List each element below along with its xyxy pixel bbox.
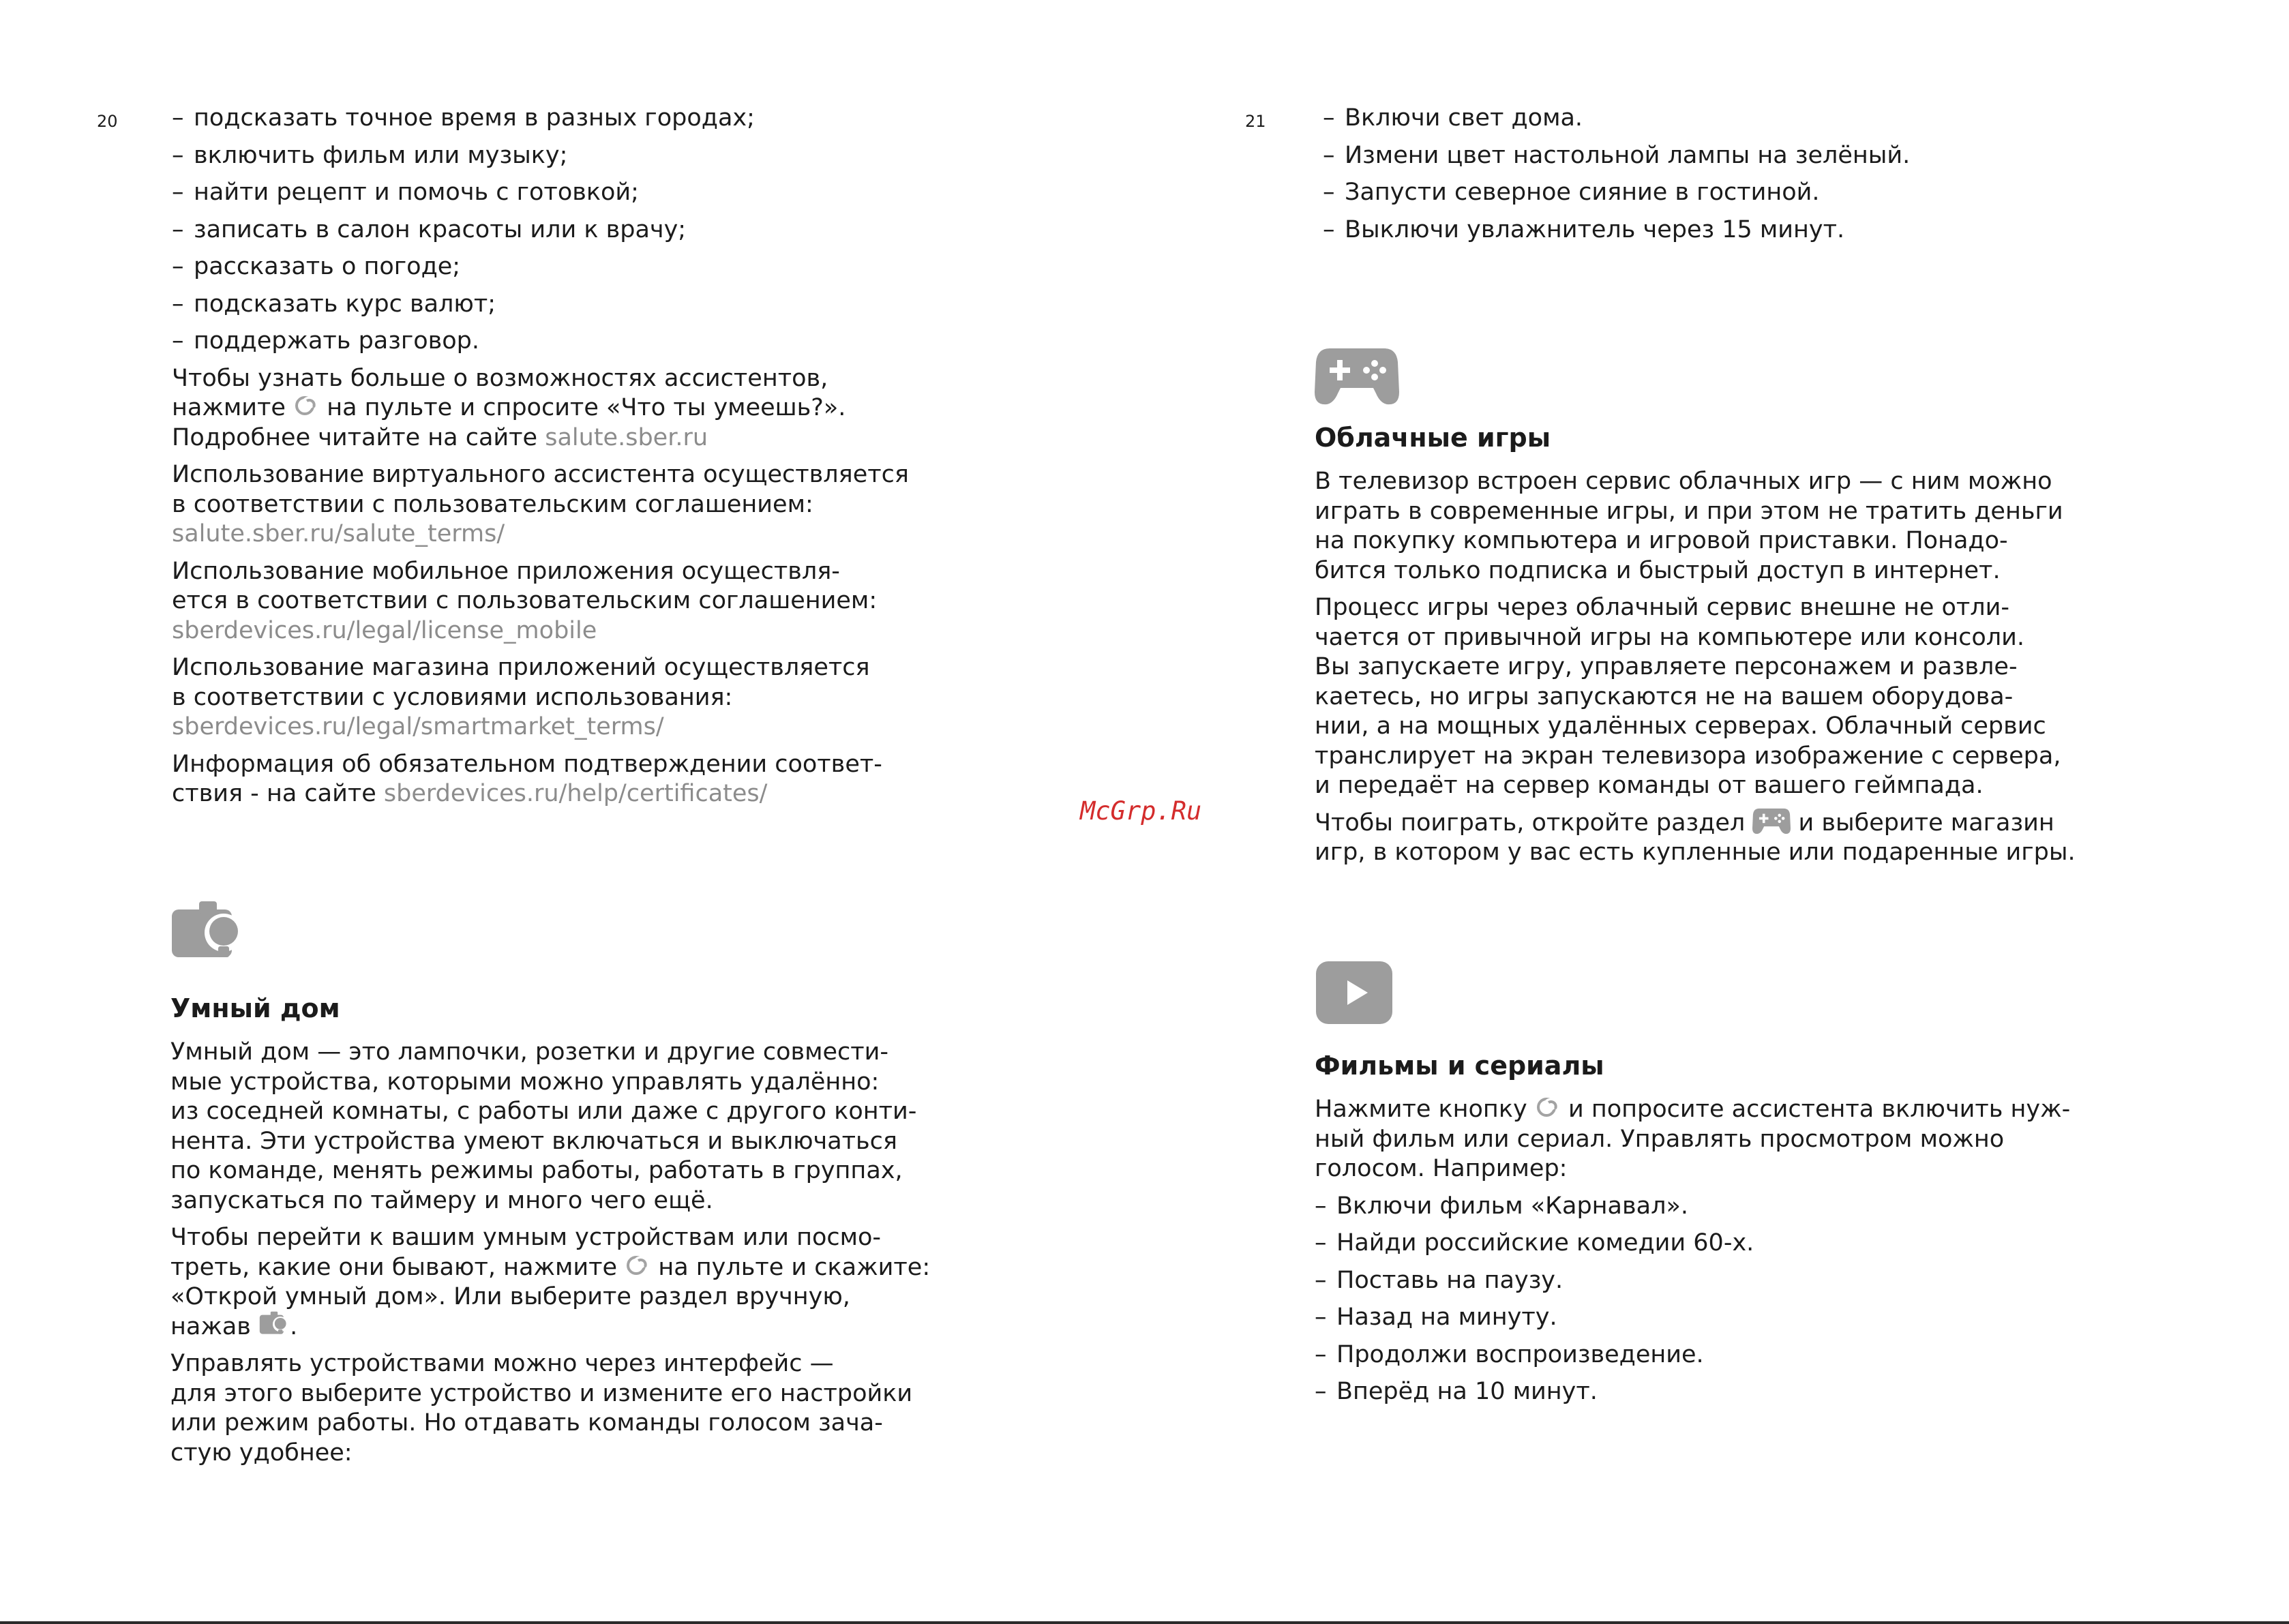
movies-section — [1315, 960, 2167, 1415]
smart-home-icon — [170, 900, 245, 968]
page-bottom-border — [0, 1621, 2289, 1624]
list-item: – подсказать точное время в разных городах; — [172, 104, 755, 132]
cloud-games-p3: Чтобы поиграть, откройте раздел и выберите магазин игр, в котором у вас есть купленные или подаренные игры. — [1315, 809, 2167, 868]
gamepad-icon — [1752, 807, 1791, 835]
assistant-icon — [293, 394, 319, 417]
smart-home-icon — [258, 1311, 290, 1338]
salute-terms-link[interactable]: salute.sber.ru/salute_terms/ — [172, 520, 505, 547]
list-item: – подсказать курс валют; — [172, 290, 496, 318]
cloud-games-section — [1315, 344, 2167, 875]
cloud-games-p1: В телевизор встроен сервис облачных игр — с ним можно играть в современные игры, и при этом не тратить деньги на покупку компьютера и игровой приставки. Понадо- бится только подписка и быстрый доступ в интернет. — [1315, 468, 2063, 584]
list-item: – Измени цвет настольной лампы на зелёный. — [1323, 141, 1911, 169]
left-column — [172, 104, 956, 817]
watermark: McGrp.Ru — [1080, 796, 1202, 826]
list-item: – включить фильм или музыку; — [172, 141, 568, 169]
license-mobile-link[interactable]: sberdevices.ru/legal/license_mobile — [172, 616, 597, 644]
play-icon — [1315, 960, 1394, 1025]
list-item: – Включи фильм «Карнавал». — [1315, 1192, 1688, 1220]
list-item: – Назад на минуту. — [1315, 1304, 1557, 1331]
smart-home-p2: Чтобы перейти к вашим умным устройствам или посмо- треть, какие они бывают, нажмите на пульте и скажите: «Открой умный дом». Или выберите раздел вручную, нажав . — [170, 1224, 931, 1340]
movies-p1: Нажмите кнопку и попросите ассистента включить нуж- ный фильм или сериал. Управлять просмотром можно голосом. Например: — [1315, 1096, 2071, 1182]
store-terms: Использование магазина приложений осуществляется в соответствии с условиями использования: sberdevices.ru/legal/smartmarket_terms/ — [172, 653, 956, 742]
movies-examples-list — [1315, 1192, 2167, 1415]
list-item: – рассказать о погоде; — [172, 253, 461, 280]
list-item: – Включи свет дома. — [1323, 104, 1583, 132]
assistant-terms: Использование виртуального ассистента осуществляется в соответствии с пользовательским соглашением: salute.sber.ru/salute_terms/ — [172, 460, 956, 550]
mobile-terms: Использование мобильное приложения осуществля- ется в соответствии с пользовательским соглашением: sberdevices.ru/legal/license_mobile — [172, 557, 956, 646]
list-item: – Выключи увлажнитель через 15 минут. — [1323, 215, 1845, 243]
list-item: – Запусти северное сияние в гостиной. — [1323, 179, 1820, 206]
smart-home-section — [170, 900, 955, 1475]
gamepad-icon — [1315, 344, 1399, 407]
smart-home-p3: Управлять устройствами можно через интерфейс — для этого выберите устройство и измените его настройки или режим работы. Но отдавать команды голосом зача- стую удобнее: — [170, 1350, 913, 1467]
movies-title: Фильмы и сериалы — [1315, 1051, 1604, 1081]
list-item: – Продолжи воспроизведение. — [1315, 1340, 1704, 1368]
list-item: – записать в салон красоты или к врачу; — [172, 215, 687, 243]
abilities-list — [172, 104, 956, 364]
smart-home-p1: Умный дом — это лампочки, розетки и другие совмести- мые устройства, которыми можно управлять удалённо: из соседней комнаты, с работы или даже с другого конти- нента. Эти устройства умеют включаться и выключаться по команде, менять режимы работы, работать в группах, запускаться по таймеру и много чего ещё. — [170, 1038, 917, 1214]
assistant-icon — [625, 1254, 650, 1277]
list-item: – Вперёд на 10 минут. — [1315, 1378, 1598, 1405]
cloud-games-p2: Процесс игры через облачный сервис внешне не отли- чается от привычной игры на компьютере или консоли. Вы запускаете игру, управляете персонажем и развле- каетесь, но игры запускаются не на вашем оборудова- нии, а на мощных удалённых серверах. Облачный сервис транслирует на экран телевизора изображение с сервера, и передаёт на сервер команды от вашего геймпада. — [1315, 594, 2061, 799]
assistant-icon — [1535, 1096, 1561, 1119]
certificates-link[interactable]: sberdevices.ru/help/certificates/ — [383, 780, 768, 807]
page-number: 21 — [1245, 112, 1266, 131]
smart-home-title: Умный дом — [170, 993, 340, 1023]
list-item: – поддержать разговор. — [172, 327, 480, 355]
list-item: – найти рецепт и помочь с готовкой; — [172, 179, 639, 206]
smartmarket-terms-link[interactable]: sberdevices.ru/legal/smartmarket_terms/ — [172, 713, 664, 740]
certificates-paragraph: Информация об обязательном подтверждении соответ- ствия - на сайте sberdevices.ru/help/certificates/ — [172, 750, 882, 807]
list-item: – Найди российские комедии 60-х. — [1315, 1229, 1754, 1257]
commands-list — [1323, 104, 2141, 252]
page-number: 20 — [97, 112, 118, 131]
right-page — [1146, 0, 2289, 1624]
commands-column — [1323, 104, 2141, 252]
salute-link[interactable]: salute.sber.ru — [545, 423, 708, 451]
list-item: – Поставь на паузу. — [1315, 1266, 1564, 1294]
cloud-games-title: Облачные игры — [1315, 423, 1551, 453]
more-info-paragraph: Чтобы узнать больше о возможностях ассистентов, нажмите на пульте и спросите «Что ты умеешь?». Подробнее читайте на сайте salute.sber.ru — [172, 364, 846, 451]
